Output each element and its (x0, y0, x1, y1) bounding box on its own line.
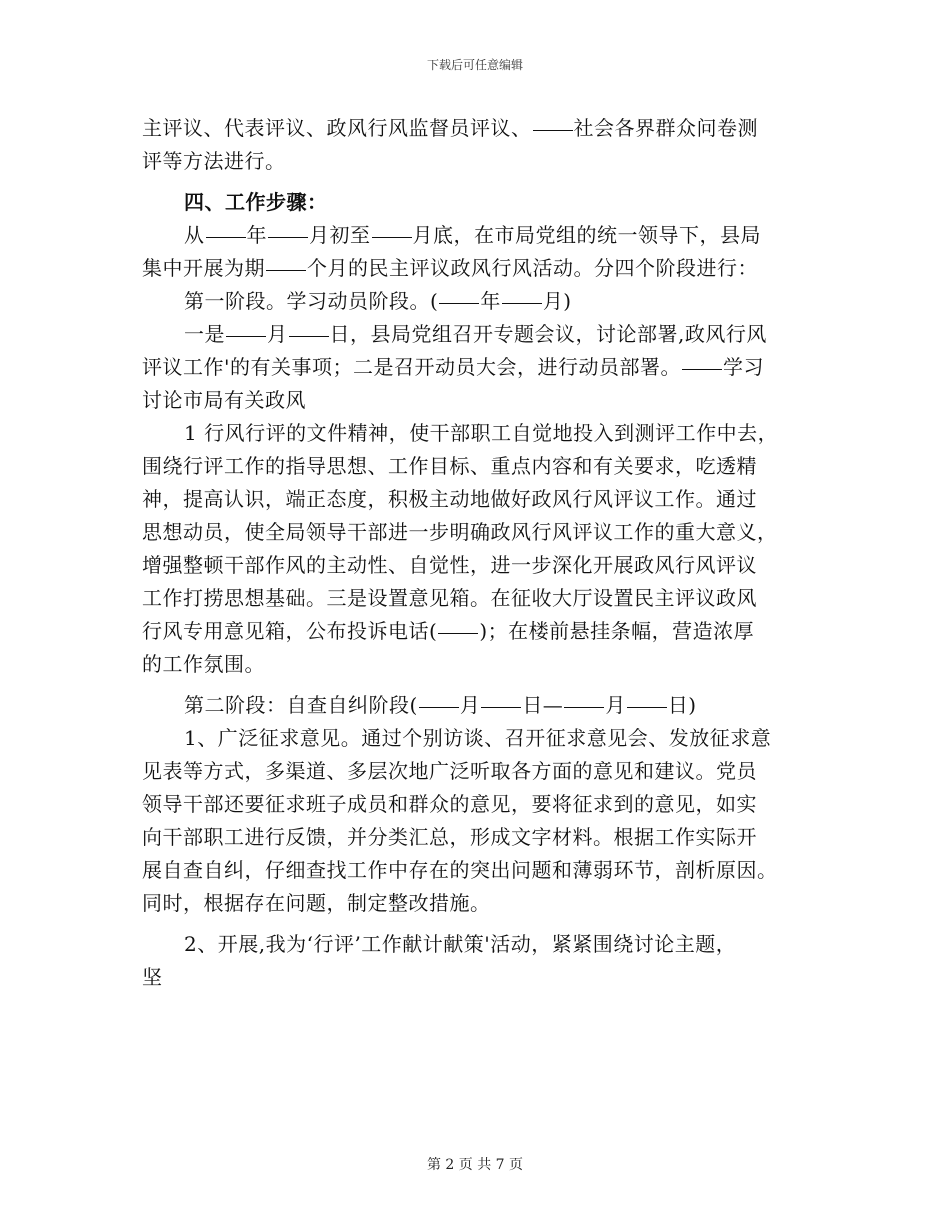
text-line: 增强整顿干部作风的主动性、自觉性，进一步深化开展政风行风评议 (142, 553, 757, 577)
fill-in-blank (289, 335, 329, 337)
text-line: 从 年 月初至 月底，在市局党组的统一领导下，县局 (184, 223, 761, 247)
text-line: 一是 月 日，县局党组召开专题会议，讨论部署,政风行风 (184, 322, 767, 346)
text-line: 思想动员，使全局领导干部进一步明确政风行风评议工作的重大意义， (142, 520, 778, 544)
text-line: 2、开展,我为‘行评’工作献计献策'活动，紧紧围绕讨论主题， (184, 932, 737, 956)
text-line: 集中开展为期 个月的民主评议政风行风活动。分四个阶段进行： (142, 256, 758, 280)
fill-in-blank (268, 236, 308, 238)
fill-in-blank (206, 236, 246, 238)
text-line: 主评议、代表评议、政风行风监督员评议、 社会各界群众问卷测 (142, 116, 758, 140)
text-line: 见表等方式，多渠道、多层次地广泛听取各方面的意见和建议。党员 (142, 759, 757, 783)
text-line: 行风专用意见箱，公布投诉电话( )；在楼前悬挂条幅，营造浓厚 (142, 619, 755, 643)
fill-in-blank (372, 236, 412, 238)
text-line: 第一阶段。学习动员阶段。( 年 月) (184, 289, 572, 313)
text-line: 坚 (142, 965, 163, 989)
text-line: 讨论市局有关政风 (142, 388, 306, 412)
text-line: 1、广泛征求意见。通过个别访谈、召开征求意见会、发放征求意 (184, 726, 772, 750)
text-line: 向干部职工进行反馈，并分类汇总，形成文字材料。根据工作实际开 (142, 825, 757, 849)
text-line: 围绕行评工作的指导思想、工作目标、重点内容和有关要求，吃透精 (142, 454, 757, 478)
document-body (142, 112, 822, 994)
fill-in-blank (564, 706, 604, 708)
page-number: 第 2 页 共 7 页 (426, 1157, 524, 1173)
fill-in-blank (682, 368, 722, 370)
text-line: 的工作氛围。 (142, 652, 265, 676)
fill-in-blank (481, 706, 521, 708)
text-line: 1 行风行评的文件精神，使干部职工自觉地投入到测评工作中去， (184, 421, 779, 445)
fill-in-blank (533, 129, 573, 131)
text-line: 神，提高认识，端正态度，积极主动地做好政风行风评议工作。通过 (142, 487, 757, 511)
text-line: 展自查自纠，仔细查找工作中存在的突出问题和薄弱环节，剖析原因。 (142, 858, 778, 882)
fill-in-blank (627, 706, 667, 708)
text-line: 评议工作'的有关事项；二是召开动员大会，进行动员部署。 学习 (142, 355, 764, 379)
text-line: 第二阶段：自查自纠阶段( 月 日— 月 日) (184, 693, 697, 717)
fill-in-blank (438, 632, 478, 634)
text-line: 同时，根据存在问题，制定整改措施。 (142, 891, 491, 915)
fill-in-blank (502, 302, 542, 304)
text-line: 工作打捞思想基础。三是设置意见箱。在征收大厅设置民主评议政风 (142, 586, 757, 610)
text-line: 评等方法进行。 (142, 149, 286, 173)
section-heading: 四、工作步骤： (184, 190, 328, 214)
page-header: 下载后可任意编辑 (426, 58, 523, 72)
text-line: 领导干部还要征求班子成员和群众的意见，要将征求到的意见，如实 (142, 792, 757, 816)
fill-in-blank (266, 269, 306, 271)
fill-in-blank (439, 302, 479, 304)
fill-in-blank (226, 335, 266, 337)
fill-in-blank (419, 706, 459, 708)
